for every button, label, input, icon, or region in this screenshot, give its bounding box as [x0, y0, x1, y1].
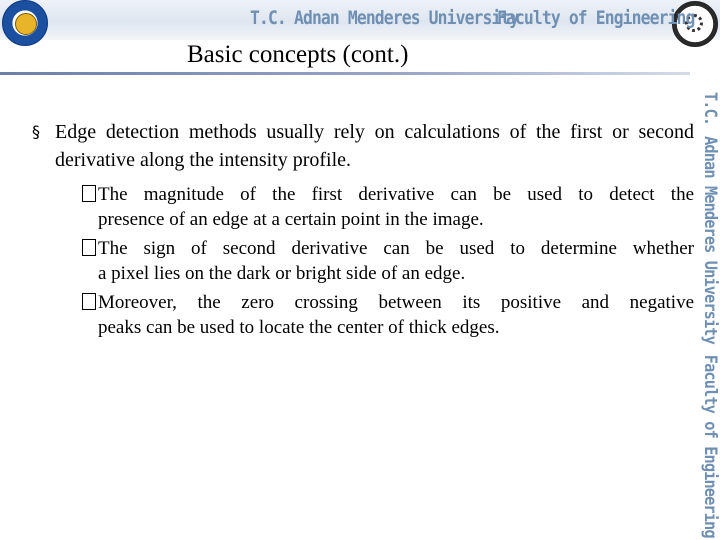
sub-item [82, 180, 694, 234]
sub-item-continuation: peaks can be used to locate the center of thick edges. [98, 317, 500, 338]
sub-item-continuation: presence of an edge at a certain point in the image. [98, 209, 484, 230]
checkbox-glyph-icon [82, 293, 96, 310]
sub-item [82, 234, 694, 288]
checkbox-glyph-icon [82, 185, 96, 202]
sub-item [82, 288, 694, 342]
side-tc: T.C. [700, 92, 720, 126]
header-tc: T.C. [250, 7, 286, 29]
sub-item-first-line: The sign of second derivative can be used to determine whether [98, 238, 694, 259]
slide-body [32, 118, 694, 342]
main-bullet [32, 118, 694, 174]
sub-item-first-line: Moreover, the zero crossing between its positive and negative [98, 292, 694, 313]
header-university: Adnan Menderes University [294, 7, 519, 29]
side-university: Adnan Menderes University [700, 136, 720, 344]
university-seal-icon [2, 0, 48, 46]
slide-title: Basic concepts (cont.) [187, 41, 409, 68]
sub-item-continuation: a pixel lies on the dark or bright side of an edge. [98, 263, 466, 284]
seal-center [15, 13, 37, 35]
title-underline [0, 72, 690, 75]
checkbox-glyph-icon [82, 239, 96, 256]
side-faculty: Faculty of Engineering [700, 354, 720, 538]
bullet-text: Edge detection methods usually rely on calculations of the first or second derivative along the intensity profile. [55, 121, 694, 171]
bullet-marker: § [32, 122, 40, 141]
side-banner [700, 92, 720, 538]
sub-item-first-line: The magnitude of the first derivative can be used to detect the [98, 184, 694, 205]
header-faculty: Faculty of Engineering [497, 7, 695, 29]
